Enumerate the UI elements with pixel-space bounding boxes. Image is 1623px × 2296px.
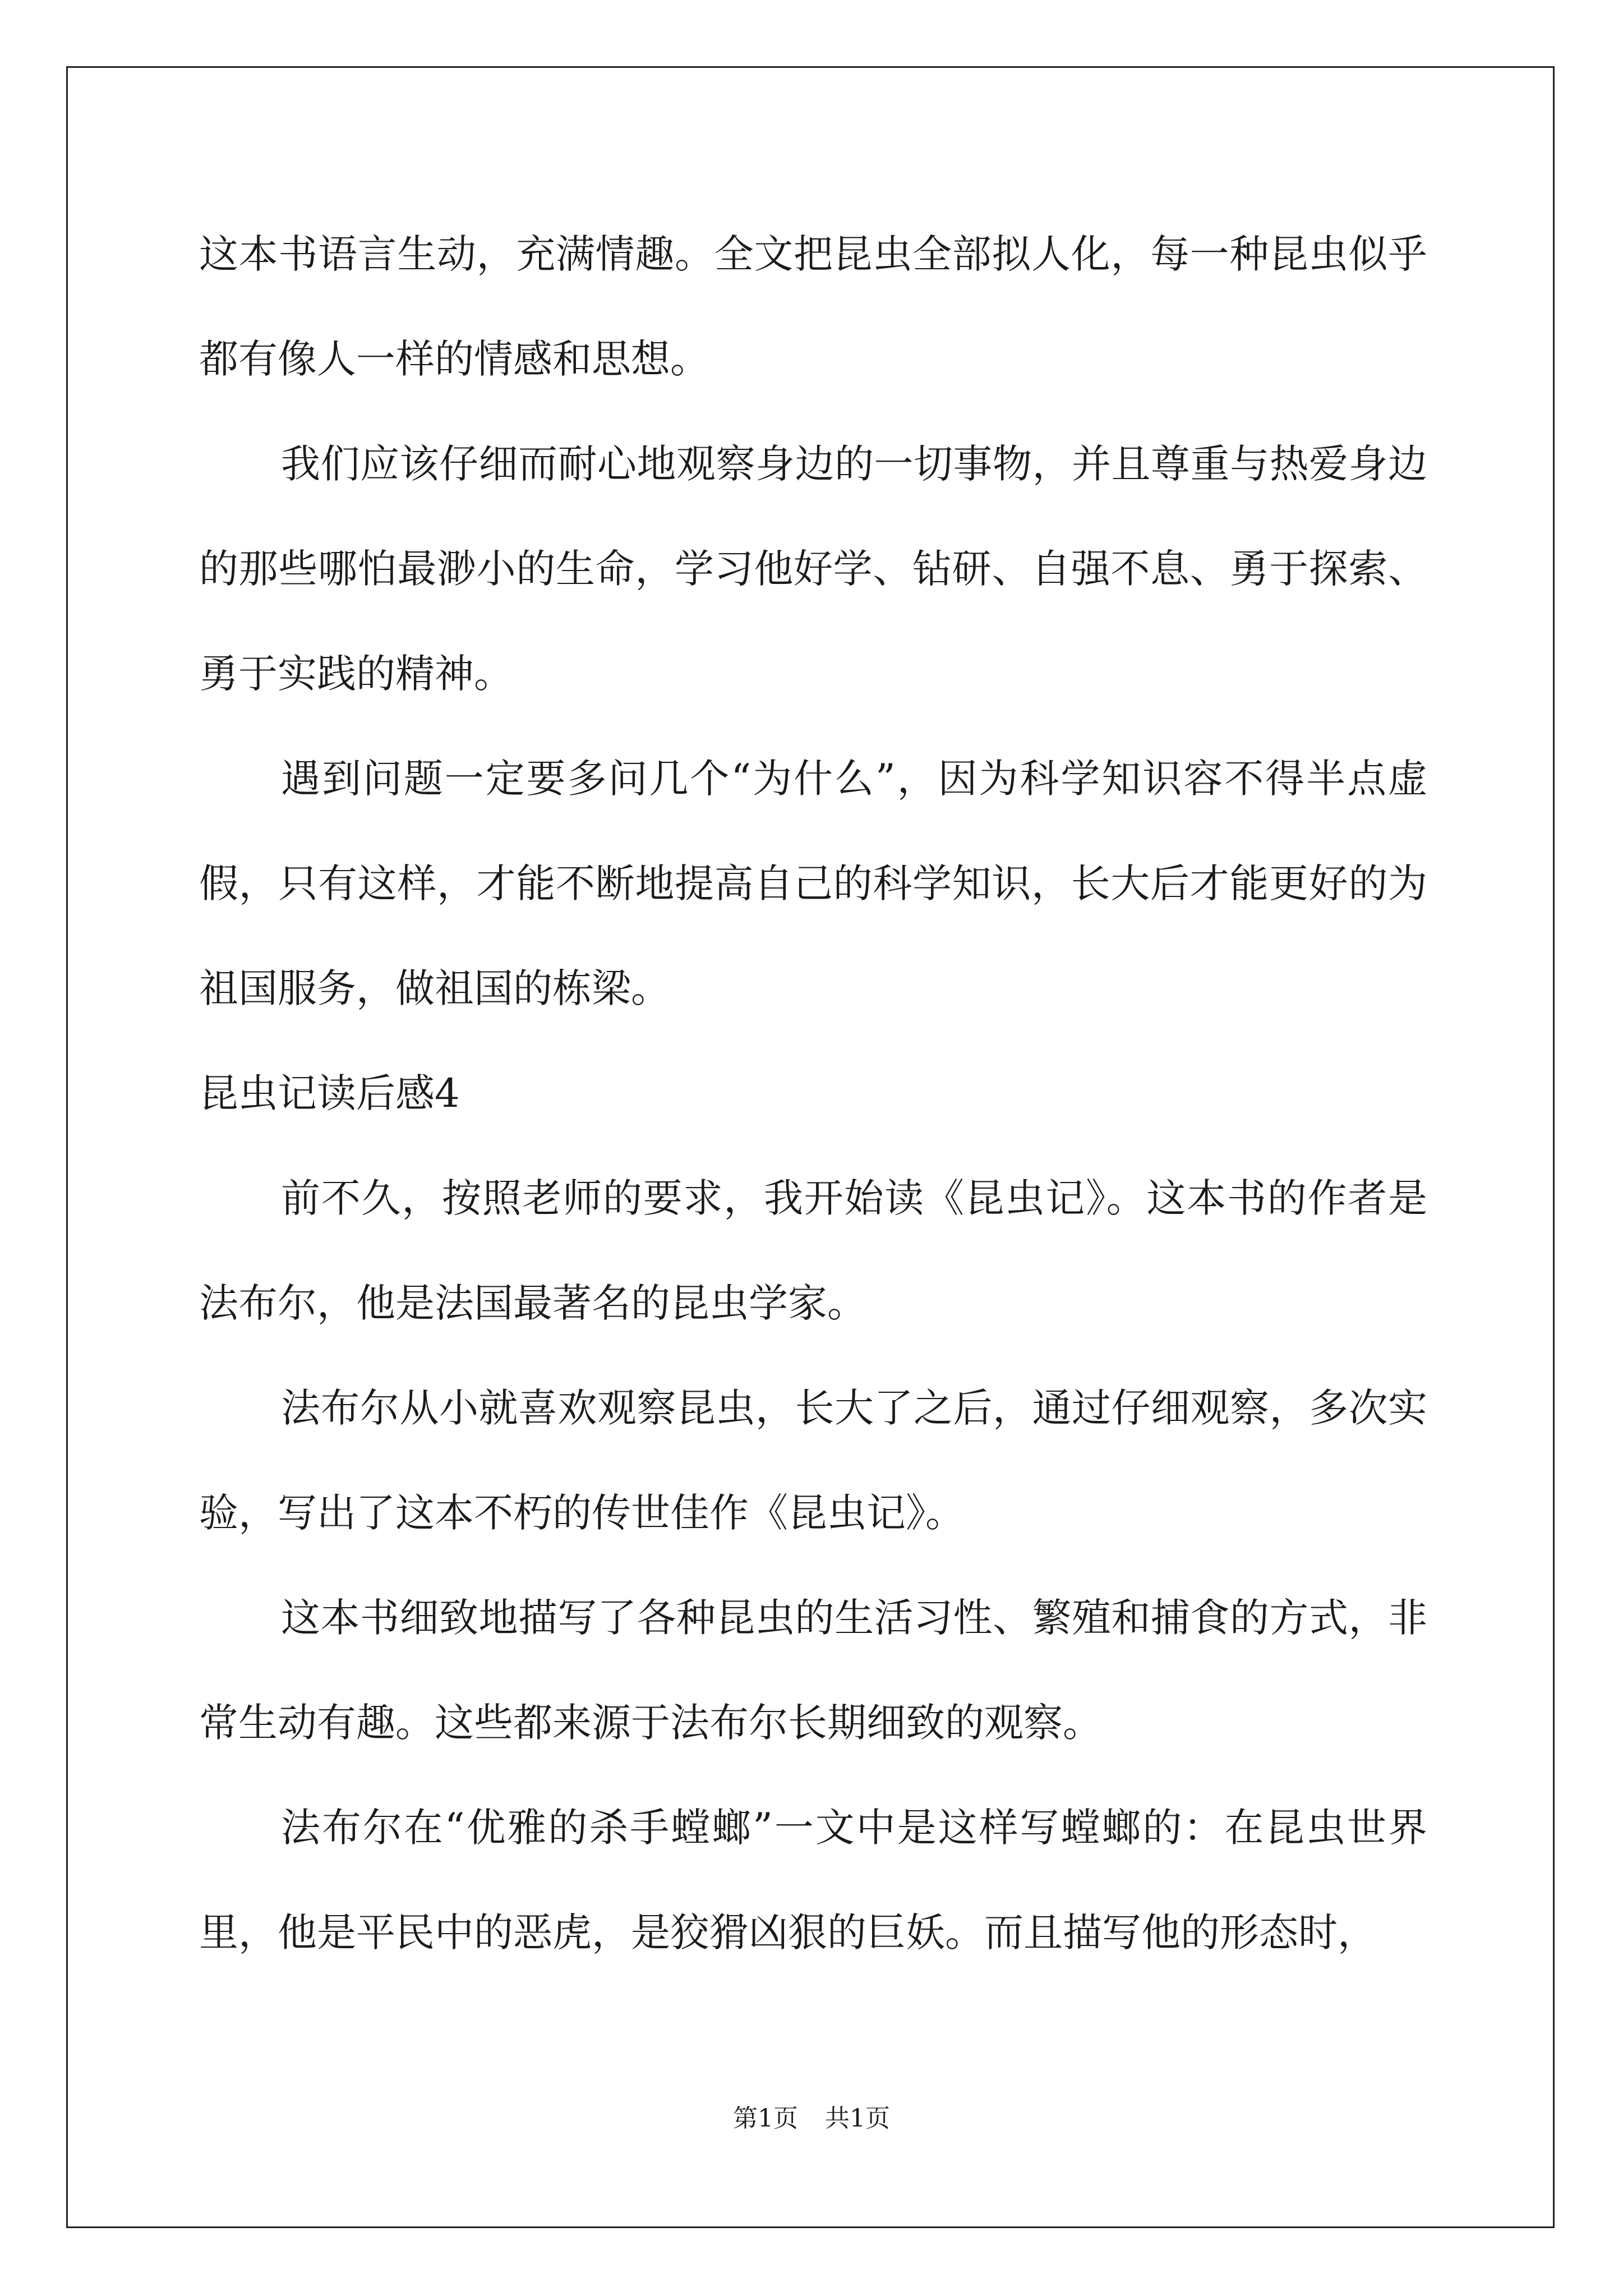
page-total: 共1页	[825, 2104, 890, 2133]
section-paragraph-3: 这本书细致地描写了各种昆虫的生活习性、繁殖和捕食的方式，非常生动有趣。这些都来源于法布尔长期细致的观察。	[199, 1595, 1427, 1746]
section-paragraph-2: 法布尔从小就喜欢观察昆虫，长大了之后，通过仔细观察，多次实验，写出了这本不朽的传世佳作《昆虫记》。	[199, 1385, 1427, 1536]
page-number: 第1页	[733, 2104, 798, 2133]
paragraph-2: 我们应该仔细而耐心地观察身边的一切事物，并且尊重与热爱身边的那些哪怕最渺小的生命，学习他好学、钻研、自强不息、勇于探索、勇于实践的精神。	[199, 441, 1427, 697]
section-heading: 昆虫记读后感4	[199, 1070, 460, 1116]
section-paragraph-1: 前不久，按照老师的要求，我开始读《昆虫记》。这本书的作者是法布尔，他是法国最著名的昆虫学家。	[199, 1175, 1427, 1326]
page-footer	[0, 2098, 1623, 2134]
section-paragraph-4: 法布尔在“优雅的杀手螳螂”一文中是这样写螳螂的：在昆虫世界里，他是平民中的恶虎，是狡猾凶狠的巨妖。而且描写他的形态时，	[199, 1805, 1427, 1955]
paragraph-1: 这本书语言生动，充满情趣。全文把昆虫全部拟人化，每一种昆虫似乎都有像人一样的情感和思想。	[199, 231, 1427, 382]
paragraph-3: 遇到问题一定要多问几个“为什么”，因为科学知识容不得半点虚假，只有这样，才能不断地提高自己的科学知识，长大后才能更好的为祖国服务，做祖国的栋梁。	[199, 756, 1427, 1011]
document-body	[199, 202, 1427, 1985]
